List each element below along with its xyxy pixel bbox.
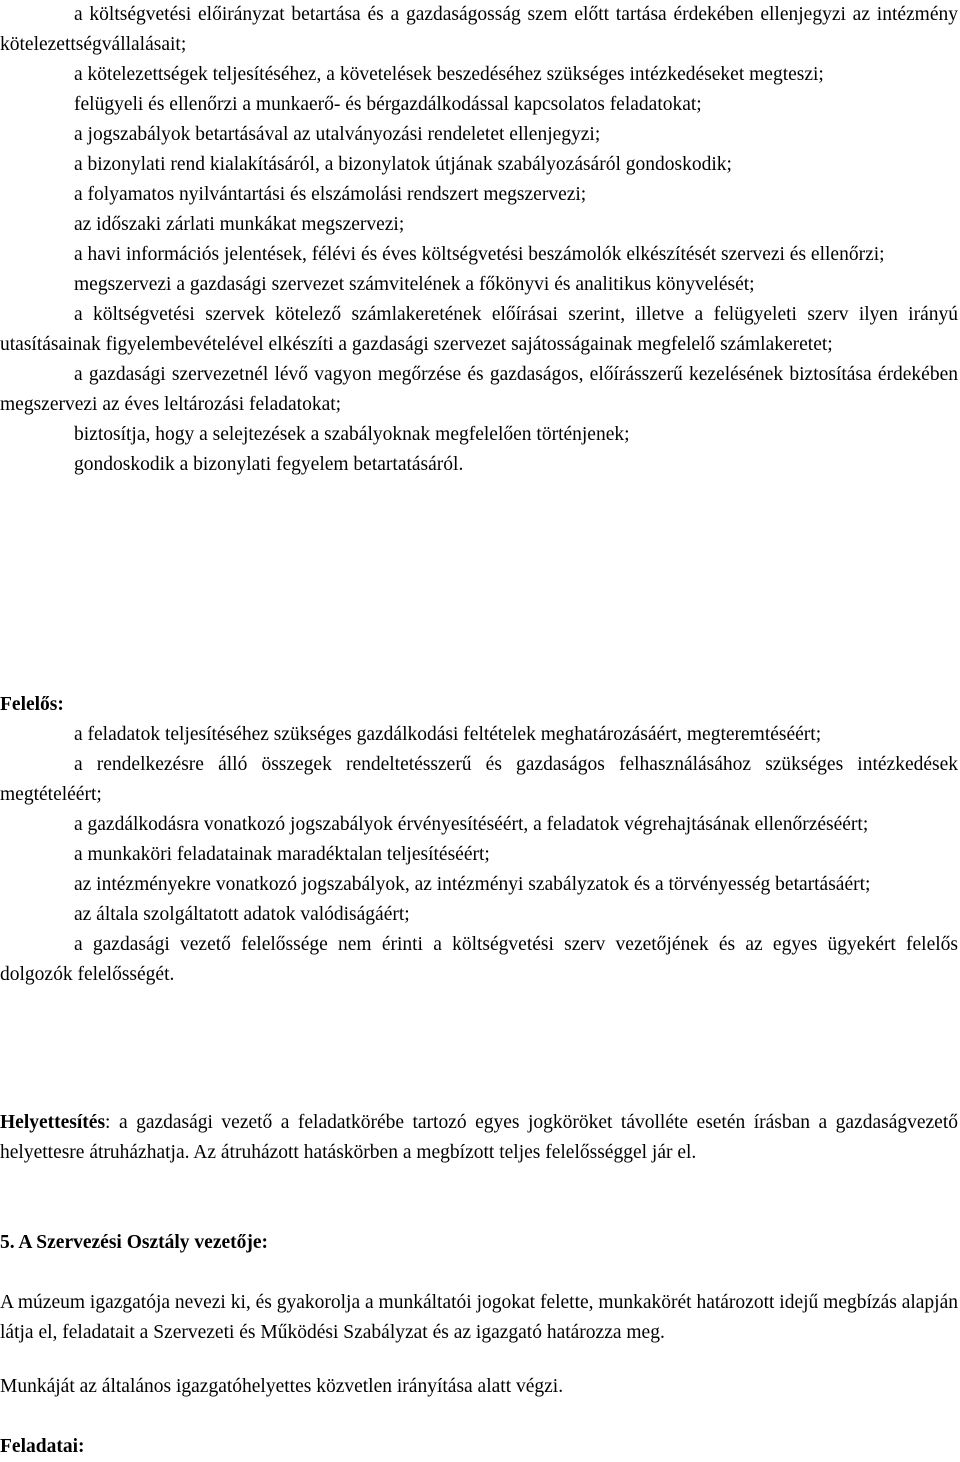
- list-item: a bizonylati rend kialakításáról, a bizonylatok útjának szabályozásáról gondoskodik;: [74, 154, 732, 175]
- helyettesites-text: : a gazdasági vezető a feladatkörébe tartozó egyes jogköröket távolléte esetén írásban a gazdaságvezető helyettesre átruházhatja. Az átruházott hatáskörben a megbízott teljes felelősséggel jár el.: [0, 1112, 958, 1163]
- list-item: a gazdasági vezető felelőssége nem érinti a költségvetési szerv vezetőjének és az egyes ügyekért felelős dolgozók felelősségét.: [0, 934, 958, 985]
- list-item: a kötelezettségek teljesítéséhez, a követelések beszedéséhez szükséges intézkedéseket megteszi;: [74, 64, 824, 85]
- list-item: a folyamatos nyilvántartási és elszámolási rendszert megszervezi;: [74, 184, 587, 205]
- responsibilities-list: [0, 720, 958, 990]
- feladatai-heading: Feladatai:: [0, 1436, 85, 1457]
- list-item: a munkaköri feladatainak maradéktalan teljesítéséért;: [74, 844, 490, 865]
- list-item: a költségvetési szervek kötelező számlakeretének előírásai szerint, illetve a felügyeleti szerv ilyen irányú utasításainak figyelembevételével elkészíti a gazdasági szervezet sajátosságainak megfelelő számlakeretet;: [0, 304, 958, 355]
- helyettesites-paragraph: [0, 1108, 958, 1168]
- list-item: a gazdálkodásra vonatkozó jogszabályok érvényesítéséért, a feladatok végrehajtásának ellenőrzéséért;: [74, 814, 869, 835]
- list-item: a havi információs jelentések, félévi és éves költségvetési beszámolók elkészítését szervezi és ellenőrzi;: [74, 244, 885, 265]
- list-item: a jogszabályok betartásával az utalványozási rendeletet ellenjegyzi;: [74, 124, 601, 145]
- list-item: az intézményekre vonatkozó jogszabályok, az intézményi szabályzatok és a törvényesség betartásáért;: [74, 874, 871, 895]
- duties-list: [0, 0, 958, 480]
- list-item: az időszaki zárlati munkákat megszervezi;: [74, 214, 405, 235]
- list-item: felügyeli és ellenőrzi a munkaerő- és bérgazdálkodással kapcsolatos feladatokat;: [74, 94, 702, 115]
- section-heading: 5. A Szervezési Osztály vezetője:: [0, 1232, 269, 1253]
- list-item: gondoskodik a bizonylati fegyelem betartatásáról.: [74, 454, 464, 475]
- list-item: a feladatok teljesítéséhez szükséges gazdálkodási feltételek meghatározásáért, megteremtéséért;: [74, 724, 822, 745]
- felelos-heading: Felelős:: [0, 694, 64, 715]
- list-item: biztosítja, hogy a selejtezések a szabályoknak megfelelően történjenek;: [74, 424, 630, 445]
- list-item: a gazdasági szervezetnél lévő vagyon megőrzése és gazdaságos, előírásszerű kezelésének biztosítása érdekében megszervezi az éves leltározási feladatokat;: [0, 364, 958, 415]
- list-item: az általa szolgáltatott adatok valódiságáért;: [74, 904, 410, 925]
- helyettesites-label: Helyettesítés: [0, 1112, 106, 1133]
- museum-paragraph: A múzeum igazgatója nevezi ki, és gyakorolja a munkáltatói jogokat felette, munkakörét határozott idejű megbízás alapján látja el, feladatait a Szervezeti és Működési Szabályzat és az igazgató határozza meg.: [0, 1292, 958, 1343]
- munkajat-paragraph: Munkáját az általános igazgatóhelyettes közvetlen irányítása alatt végzi.: [0, 1376, 564, 1397]
- list-item: megszervezi a gazdasági szervezet számvitelének a főkönyvi és analitikus könyvelését;: [74, 274, 755, 295]
- list-item: a rendelkezésre álló összegek rendeltetésszerű és gazdaságos felhasználásához szükséges intézkedések megtételéért;: [0, 754, 958, 805]
- list-item: a költségvetési előirányzat betartása és a gazdaságosság szem előtt tartása érdekében ellenjegyzi az intézmény kötelezettségvállalásait;: [0, 4, 958, 55]
